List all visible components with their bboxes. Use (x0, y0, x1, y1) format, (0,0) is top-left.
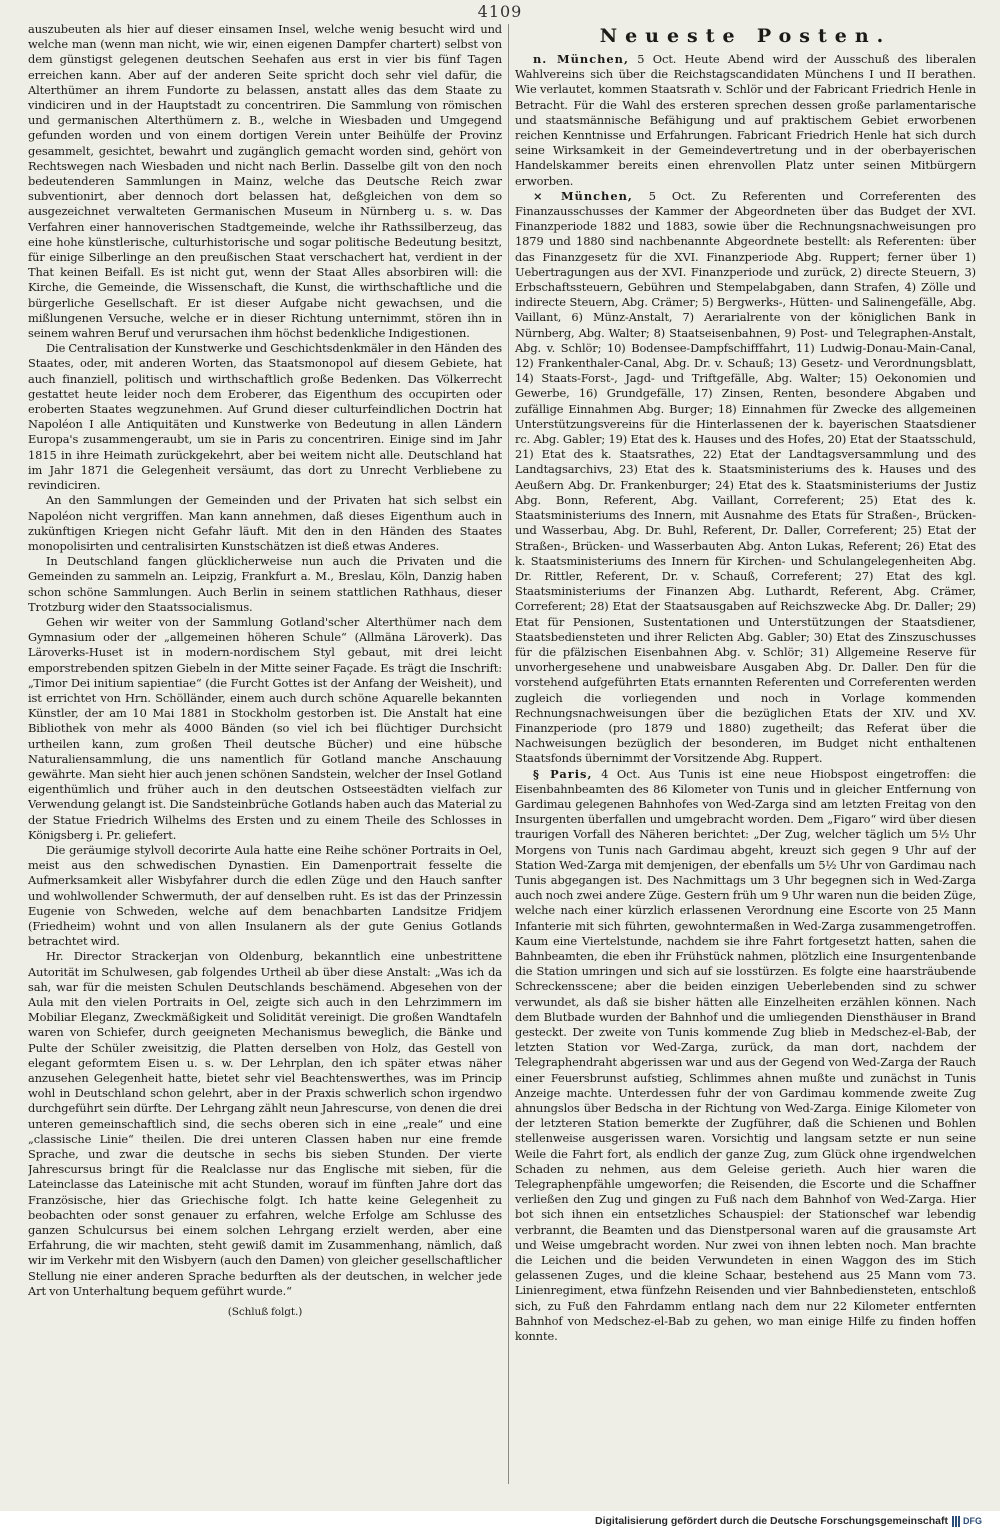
news-text: 5 Oct. Heute Abend wird der Ausschuß des liberalen Wahlvereins sich über die Reichstagscandidaten Münchens I und II berathen. Wie verlautet, kommen Staatsrath v. Schlör und der Fabricant Friedrich Henle in Betracht. Für die Wahl des ersteren sprechen dessen große parlamentarische und staatsmännische Befähigung und auf praktischem Gebiet erworbenen reichen Kenntnisse und Erfahrungen. Fabricant Friedrich Henle hat sich durch seine Wirksamkeit in der Gemeindevertretung und in der oberbayerischen Handelskammer bereits einen ehrenvollen Platz unter seinen Mitbürgern erworben. (515, 52, 976, 188)
news-text: 4 Oct. Aus Tunis ist eine neue Hiobspost eingetroffen: die Eisenbahnbeamten des 86 Kilometer von Tunis und in gleicher Entfernung von Gardimau gelegenen Bahnhofes von Wed-Zarga sind am letzten Freitag von den Insurgenten überfallen und umgebracht worden. Dem „Figaro“ wird über diesen traurigen Vorfall des Näheren berichtet: „Der Zug, welcher täglich um 5½ Uhr Morgens von Tunis nach Gardimau abgeht, kreuzt sich gegen 9 Uhr auf der Station Wed-Zarga mit demjenigen, der ebenfalls um 5½ Uhr von Gardimau nach Tunis abgegangen ist. Des Nachmittags um 3 Uhr begegnen sich in Wed-Zarga auch noch zwei andere Züge. Gestern früh um 9 Uhr waren nun die beiden Züge, welche nach einer kürzlich erlassenen Verordnung eine Escorte von 25 Mann Infanterie mit sich führten, gewohntermaßen in Wed-Zarga zusammengetroffen. Kaum eine Viertelstunde, nachdem sie ihre Fahrt fortgesetzt hatten, sahen die Bahnbeamten, die eben ihr Frühstück nahmen, plötzlich eine Insurgentenbande die Station umringen und sich auf sie losstürzen. Es folgte eine haarsträubende Schreckensscene; aber die beiden einzigen Ueberlebenden sind zu schwer verwundet, als daß sie bisher hätten alle Einzelheiten erzählen können. Nach dem Blutbade wurden der Bahnhof und die umliegenden Diensthäuser in Brand gesteckt. Der zweite von Tunis kommende Zug blieb in Medschez-el-Bab, der letzten Station vor Wed-Zarga, zurück, da man dort, nachdem der Telegraphendraht abgerissen war und aus der Gegend von Wed-Zarga der Rauch einer Feuersbrunst aufstieg, Schlimmes ahnen mußte und zunächst in Tunis Anzeige machte. Unterdessen fuhr der von Gardimau kommende zweite Zug ahnungslos über Bedscha in der Richtung von Wed-Zarga. Einige Kilometer von der letzteren Station bemerkte der Zugführer, daß die Schienen und Bohlen stellenweise ausgerissen waren. Vorsichtig und langsam setzte er nun seine Weile die Fahrt fort, als endlich der ganze Zug, zum Glück ohne irgendwelchen Schaden zu nehmen, aus dem Geleise gerieth. Auch hier waren die Telegraphenpfähle umgeworfen; die Reisenden, die Escorte und die Schaffner verließen den Zug und gingen zu Fuß nach dem Bahnhof von Wed-Zarga. Hier bot sich ihnen ein entsetzliches Schauspiel: der Stationschef war lebendig verbrannt, die Beamten und das Dienstpersonal waren auf die grausamste Art und Weise umgebracht worden. Nur zwei von ihnen lebten noch. Man brachte die Leichen und die beiden Verwundeten in einen Waggon des im Stich gelassenen Zuges, und die kleine Schaar, bestehend aus 25 Mann vom 73. Linienregiment, etwa fünfzehn Reisenden und vier Bahnbediensteten, entschloß sich, zu Fuß den Fahrdamm entlang nach dem nur 22 Kilometer entfernten Bahnhof von Medschez-el-Bab zu gehen, wo man einige Hilfe zu finden hoffen konnte. (515, 766, 976, 1344)
page-number: 4109 (477, 2, 523, 21)
right-column (515, 22, 976, 1512)
continuation-note: (Schluß folgt.) (227, 1306, 303, 1319)
news-dateline: n. München, (533, 52, 629, 66)
article-paragraph: An den Sammlungen der Gemeinden und der Privaten hat sich selbst ein Napoléon nicht vergriffen. Man kann annehmen, daß dieses Eigenthum auch in zukünftigen Kriegen nicht Gefahr läuft. Mit den in den Händen des Staates monopolisirten und centralisirten Kunstschätzen ist dieß etwas Anderes. (28, 493, 502, 553)
news-dateline: § Paris, (533, 766, 593, 781)
article-paragraph: auszubeuten als hier auf dieser einsamen Insel, welche wenig besucht wird und welche man (wenn man nicht, wie wir, einen eigenen Dampfer chartert) selbst von dem günstigst gelegenen deutschen Seehafen aus erst in vier bis fünf Tagen erreichen kann. Aber auf der anderen Seite spricht doch sehr viel dafür, die Alterthümer an ihrem Fundorte zu belassen, anstatt alles das dem Staate zu vindiciren und in der Hauptstadt zu concentriren. Die Sammlung von römischen und germanischen Alterthümern z. B., welche in Wiesbaden und Umgegend gefunden worden und von einem dortigen Verein unter Beihülfe der Provinz gesammelt, gesichtet, bewahrt und zugänglich gemacht worden sind, gehört von Rechtswegen nach Wiesbaden und nicht nach Berlin. Dasselbe gilt von den noch bedeutenderen Sammlungen in Mainz, welche das Deutsche Reich zwar subventionirt, aber dennoch dort belassen hat, deßgleichen von dem so ausgezeichnet verwalteten Germanischen Museum in Nürnberg u. s. w. Das Verfahren einer hannoverischen Stadtgemeinde, welche ihr Rathssilberzeug, das eine hohe künstlerische, culturhistorische und sogar politische Bedeutung besitzt, für einige Silberlinge an den preußischen Staat verschachert hat, verdient in der That keinen Beifall. Es ist nicht gut, wenn der Staat Alles absorbiren will: die Kirche, die Gemeinde, die Wissenschaft, die Kunst, die wirthschaftliche und die bürgerliche Gesellschaft. Er ist dieser Aufgabe nicht gewachsen, und die mißlungenen Versuche, welche er in dieser Richtung unternimmt, stören ihn in seinem wahren Beruf und verursachen ihm höchst bedenkliche Indigestionen. (28, 22, 502, 341)
article-paragraph: Hr. Director Strackerjan von Oldenburg, bekanntlich eine unbestrittene Autorität im Schulwesen, gab folgendes Urtheil ab über diese Anstalt: „Was ich da sah, war für die meisten Schulen Deutschlands beschämend. Abgesehen von der Aula mit den vielen Portraits in Oel, zeigte sich auch in den Lehrzimmern im Mobiliar Eleganz, Zweckmäßigkeit und Solidität vereinigt. Die großen Wandtafeln waren von Schiefer, durch geeigneten Mechanismus beweglich, die Bänke und Pulte der Schüler zweisitzig, die Platten derselben von Holz, das Gestell von elegant geformtem Eisen u. s. w. Der Lehrplan, den ich später etwas näher anzusehen Gelegenheit hatte, bietet sehr viel Beachtenswerthes, was im Princip wohl in Deutschland schon gelehrt, aber in der Praxis schwerlich schon irgendwo durchgeführt sein dürfte. Der Lehrgang zählt neun Jahrescurse, von denen die drei unteren gemeinschaftlich sind, die sechs oberen sich in eine „reale“ und eine „classische Linie“ theilen. Die drei unteren Classen haben nur eine fremde Sprache, und zwar die deutsche in sechs bis sieben Stunden. Der vierte Jahrescursus bringt für die Realclasse nur das Englische mit sieben, für die Lateinclasse das Lateinische mit acht Stunden, worauf im fünften Jahre dort das Französische, hier das Griechische folgt. Ich hatte keine Gelegenheit zu beobachten oder sonst genauer zu erfahren, welche Erfolge am Schlusse des ganzen Schulcursus bei einem solchen Lehrgang erzielt werden, aber eine Erfahrung, die wir machten, steht gewiß damit im Zusammenhang, nämlich, daß wir im Verkehr mit den Wisbyern (auch den Damen) von gleicher gesellschaftlicher Stellung nie einer anderen Sprache bedurften als der deutschen, in welcher jede Art von Unterhaltung bequem geführt wurde.“ (28, 949, 502, 1298)
news-text: 5 Oct. Zu Referenten und Correferenten des Finanzausschusses der Kammer der Abgeordneten über das Budget der XVI. Finanzperiode 1882 und 1883, sowie über die Rechnungsnachweisungen pro 1879 und 1880 sind nachbenannte Abgeordnete bestellt: als Referenten: über das Finanzgesetz für die XVI. Finanzperiode Abg. Ruppert; ferner über 1) Uebertragungen aus der XVI. Finanzperiode und zurück, 2) directe Steuern, 3) Erbschaftssteuern, Gebühren und Stempelabgaben, dann Strafen, 4) Zölle und indirecte Steuern, Abg. Crämer; 5) Bergwerks-, Hütten- und Salinengefälle, Abg. Vaillant, 6) Münz-Anstalt, 7) Aerarialrente von der königlichen Bank in Nürnberg, Abg. Walter; 8) Staatseisenbahnen, 9) Post- und Telegraphen-Anstalt, Abg. v. Schlör; 10) Bodensee-Dampfschifffahrt, 11) Ludwig-Donau-Main-Canal, 12) Frankenthaler-Canal, Abg. Dr. v. Schauß; 13) Gesetz- und Verordnungsblatt, 14) Staats-Forst-, Jagd- und Triftgefälle, Abg. Walter; 15) Oekonomien und Gewerbe, 16) Grundgefälle, 17) Zinsen, Renten, besondere Abgaben und zufällige Einnahmen Abg. Burger; 18) Einnahmen für Zwecke des allgemeinen Unterstützungsvereins für die Hinterlassenen der k. bayerischen Staatsdiener rc. Abg. Gabler; 19) Etat des k. Hauses und des Hofes, 20) Etat der Staatsschuld, 21) Etat des k. Staatsrathes, 22) Etat der Landtagsversammlung und des Landtagsarchivs, 23) Etat des k. Staatsministeriums des k. Hauses und des Aeußern Abg. Dr. Frankenburger; 24) Etat des k. Staatsministeriums der Justiz Abg. Bonn, Referent, Abg. Vaillant, Correferent; 25) Etat des k. Staatsministeriums des Innern, mit Ausnahme des Etats für Straßen-, Brücken- und Wasserbau, Abg. Dr. Buhl, Referent, Dr. Daller, Correferent; 25) Etat der Straßen-, Brücken- und Wasserbauten Abg. Anton Lukas, Referent; 26) Etat des k. Staatsministeriums des Innern für Kirchen- und Schulangelegenheiten Abg. Dr. Rittler, Referent, Dr. v. Schauß, Correferent; 27) Etat des kgl. Staatsministeriums der Finanzen Abg. Luthardt, Referent, Abg. Crämer, Correferent; 28) Etat der Staatsausgaben auf Reichszwecke Abg. Dr. Daller; 29) Etat für Pensionen, Sustentationen und Unterstützungen der Staatsdiener, Staatsbediensteten und ihrer Relicten Abg. Gabler; 30) Etat des Zinszuschusses für die pfälzischen Eisenbahnen Abg. v. Schlör; 31) Allgemeine Reserve für unvorhergesehene und unabweisbare Ausgaben Abg. Dr. Daller. Den für die vorstehend aufgeführten Etats ernannten Referenten und Correferenten werden zugleich die vorliegenden und noch in Vorlage kommenden Rechnungsnachweisungen über die bezüglichen Etats der XIV. und XV. Finanzperiode (pro 1879 und 1880) zugetheilt; das Referat über die Nachweisungen bezüglich der besonderen, im Budget nicht enthaltenen Staatsfonds übernimmt der Vorsitzende Abg. Ruppert. (515, 188, 976, 766)
dfg-logo-icon (952, 1514, 994, 1528)
news-item (515, 767, 976, 1345)
digitization-footer (0, 1511, 1000, 1531)
column-divider (508, 24, 509, 1484)
article-paragraph: Gehen wir weiter von der Sammlung Gotland'scher Alterthümer nach dem Gymnasium oder der „allgemeinen höheren Schule“ (Allmäna Läroverk). Das Läroverks-Huset ist in modern-nordischem Styl gebaut, mit drei leicht emporstrebenden spitzen Giebeln in der Mitte seiner Façade. Es trägt die Inschrift: „Timor Dei initium sapientiae“ (die Furcht Gottes ist der Anfang der Weisheit), und ist errichtet von Hrn. Schölländer, einem auch durch schöne Aquarelle bekannten Künstler, der am 10 Mai 1881 in Stockholm gestorben ist. Die Anstalt hat eine Bibliothek von mehr als 4000 Bänden (so viel ich bei flüchtiger Durchsicht urtheilen kann, zum großen Theil deutsche Bücher) und eine hübsche Naturaliensammlung, die uns namentlich für Gotland manche Anschauung gewährte. Man sieht hier auch jenen schönen Sandstein, welcher der Insel Gotland eigenthümlich und früher auch in den deutschen Ostseestädten vielfach zur Verwendung gelangt ist. Die Sandsteinbrüche Gotlands haben auch das Material zu der Statue Friedrich Wilhelms des Ersten und zu einem Theile des Schlosses in Königsberg i. Pr. geliefert. (28, 614, 502, 842)
article-paragraph: Die Centralisation der Kunstwerke und Geschichtsdenkmäler in den Händen des Staates, oder, mit anderen Worten, das Staatsmonopol auf diesem Gebiete, hat auch finanziell, politisch und wirthschaftlich große Bedenken. Das Völkerrecht gestattet heute leider noch dem Eroberer, das Eigenthum des occupirten oder eroberten Staates wegzunehmen. Auf Grund dieser culturfeindlichen Doctrin hat Napoléon I alle Antiquitäten und Kunstwerke von Bedeutung in allen Ländern Europa's zusammengeraubt, um sie in Paris zu concentriren. Einige sind im Jahr 1815 in ihre Heimath zurückgekehrt, aber bei weitem nicht alle. Deutschland hat im Jahr 1871 die Gelegenheit versäumt, das dort zu Unrecht Verbliebene zu revindiciren. (28, 341, 502, 493)
news-item (515, 189, 976, 767)
dfg-logo-text: DFG (963, 1516, 982, 1526)
news-dateline: × München, (533, 188, 633, 203)
article-paragraph: Die geräumige stylvoll decorirte Aula hatte eine Reihe schöner Portraits in Oel, meist aus den schwedischen Dynastien. Ein Damenportrait fesselte die Aufmerksamkeit aller Wisbyfahrer durch die edlen Züge und den Hauch sanfter und wohlwollender Schwermuth, der auf denselben ruht. Es ist das der Prinzessin Eugenie von Schweden, welche auf dem benachbarten Landsitze Fridjem (Friedheim) wohnt und von allen Insulanern als der gute Genius Gotlands betrachtet wird. (28, 842, 502, 949)
section-heading: Neueste Posten. (599, 25, 892, 47)
funding-note: Digitalisierung gefördert durch die Deutsche Forschungsgemeinschaft (595, 1515, 948, 1527)
article-paragraph: In Deutschland fangen glücklicherweise nun auch die Privaten und die Gemeinden zu sammeln an. Leipzig, Frankfurt a. M., Breslau, Köln, Danzig haben schon schöne Sammlungen. Auch Berlin in seinem stattlichen Rathhaus, dieser Trotzburg wider den Staatssocialismus. (28, 554, 502, 614)
dfg-bars-icon (952, 1516, 961, 1527)
news-item (515, 52, 976, 189)
left-column (28, 22, 502, 1512)
